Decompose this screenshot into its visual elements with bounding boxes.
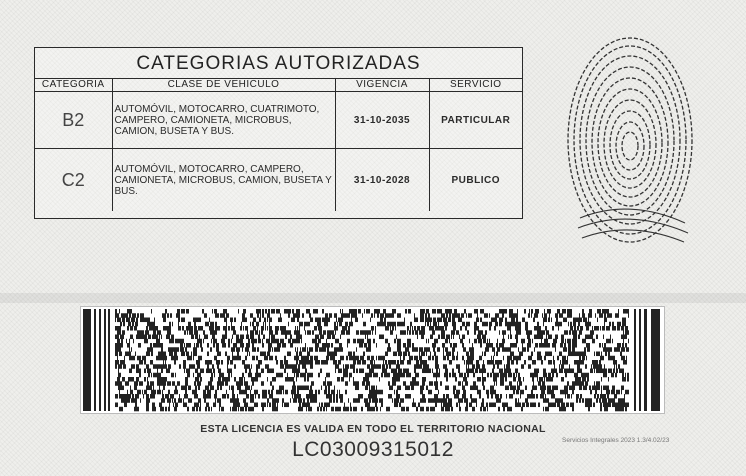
row-servicio: PUBLICO <box>451 174 500 186</box>
row-servicio: PARTICULAR <box>429 92 522 149</box>
table-title: CATEGORIAS AUTORIZADAS <box>35 48 522 79</box>
table-row <box>35 149 522 212</box>
validity-statement: ESTA LICENCIA ES VALIDA EN TODO EL TERRITORIO NACIONAL <box>200 423 546 435</box>
table-row <box>35 92 522 149</box>
row-clase: AUTOMÓVIL, MOTOCARRO, CAMPERO, CAMIONETA, MICROBUS, CAMION, BUSETA Y BUS. <box>112 149 335 212</box>
row-categoria: C2 <box>35 149 112 212</box>
categories-grid <box>35 79 522 211</box>
row-vigencia: 31-10-2035 <box>335 92 429 149</box>
pdf417-barcode <box>81 307 664 413</box>
small-print: Servicios Integrales 2023 1.3/4.02/23 <box>562 437 670 444</box>
row-vigencia: 31-10-2028 <box>335 149 429 212</box>
row-clase: AUTOMÓVIL, MOTOCARRO, CUATRIMOTO, CAMPERO, CAMIONETA, MICROBUS, CAMION, BUSETA Y BUS. <box>112 92 335 149</box>
header-clase: CLASE DE VEHICULO <box>112 79 335 92</box>
header-categoria: CATEGORIA <box>35 79 112 92</box>
header-vigencia: VIGENCIA <box>335 79 429 92</box>
row-categoria: B2 <box>35 92 112 149</box>
license-number: LC03009315012 <box>292 438 454 461</box>
fingerprint-icon <box>560 28 700 258</box>
header-row <box>35 79 522 92</box>
scan-band <box>0 293 746 303</box>
authorized-categories-table <box>34 47 523 219</box>
barcode <box>80 306 665 414</box>
header-servicio: SERVICIO <box>429 79 522 92</box>
